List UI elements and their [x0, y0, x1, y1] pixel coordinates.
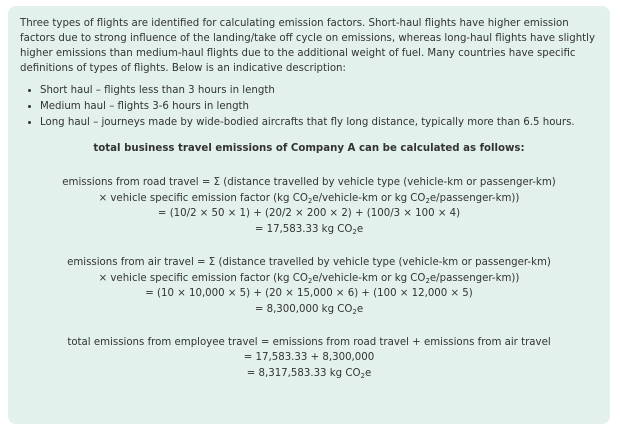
total-sum-line: = 17,583.33 + 8,300,000: [243, 352, 375, 364]
total-formula-line: total emissions from employee travel = emissions from road travel + emissions from air travel: [67, 336, 551, 348]
calculation-heading: total business travel emissions of Company A can be calculated as follows:: [93, 143, 525, 154]
air-travel-calculation: [20, 255, 598, 318]
intro-paragraph: Three types of flights are identified for calculating emission factors. Short-haul flights have higher emission factors due to strong influence of the landing/take off cycle on emissions, whereas long-haul flights have slightly higher emissions than medium-haul flights due to the additional weight of fuel. Many countries have specific definitions of types of flights. Below is an indicative description:: [20, 18, 596, 74]
list-item: • Short haul – flights less than 3 hours in length: [40, 83, 598, 99]
list-item: • Long haul – journeys made by wide-bodied aircrafts that fly long distance, typically more than 6.5 hours.: [40, 115, 598, 131]
total-result-line: = 8,317,583.33 kg $CO_2e$: [246, 368, 372, 381]
air-formula-line: emissions from air travel = Σ (distance travelled by vehicle type (vehicle-km or passenger-km): [67, 256, 551, 268]
road-formula-line: emissions from road travel = Σ (distance travelled by vehicle type (vehicle-km or passenger-km): [62, 177, 556, 188]
flight-types-list: [20, 83, 598, 131]
air-factor-line: × vehicle specific emission factor (kg $CO_2e/vehicle-km$ or kg $CO_2e/passenger-km$)): [98, 272, 520, 285]
air-result-line: = 8,300,000 kg $CO_2e$: [254, 303, 364, 316]
list-item: • Medium haul – flights 3-6 hours in length: [40, 99, 598, 115]
road-factor-line: × vehicle specific emission factor (kg $CO_2e/vehicle-km$ or kg $CO_2e/passenger-km$)): [98, 192, 520, 205]
info-box: [8, 6, 610, 424]
road-travel-calculation: [20, 175, 598, 238]
road-result-line: = 17,583.33 kg $CO_2e$: [254, 224, 364, 237]
road-values-line: = (10/2 × 50 × 1) + (20/2 × 200 × 2) + (100/3 × 100 × 4): [157, 208, 461, 220]
air-values-line: = (10 × 10,000 × 5) + (20 × 15,000 × 6) + (100 × 12,000 × 5): [145, 288, 473, 300]
total-emissions-calculation: [20, 335, 598, 382]
